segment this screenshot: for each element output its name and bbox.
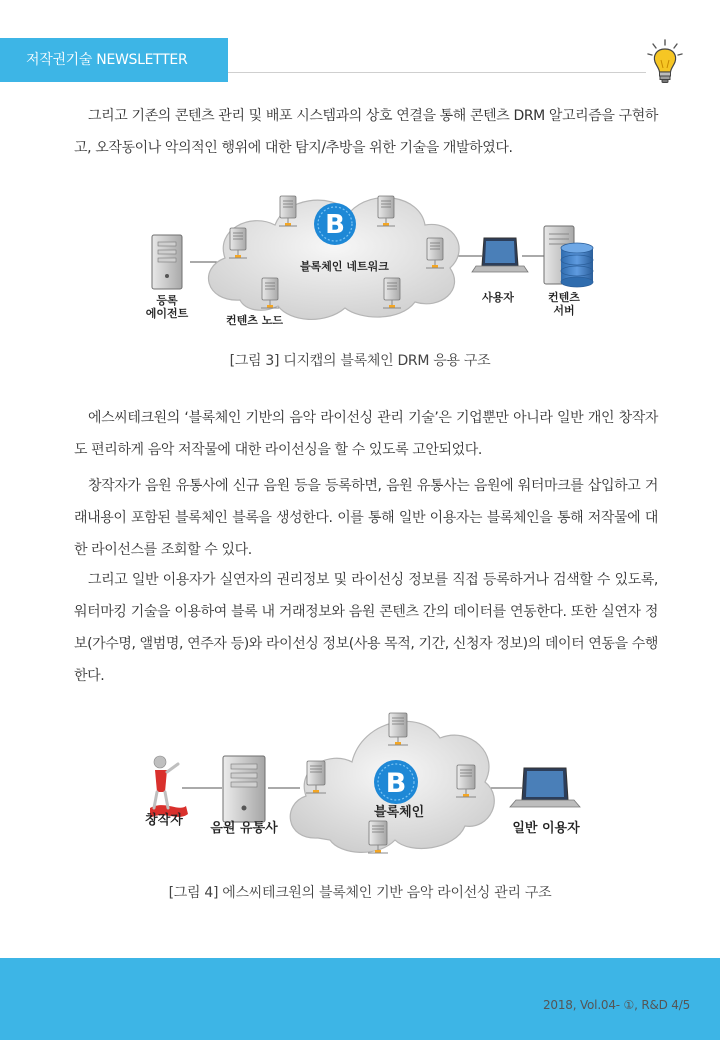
footer-bar	[0, 958, 720, 1040]
paragraph-4: 그리고 일반 이용자가 실연자의 권리정보 및 라이선싱 정보를 직접 등록하거나 검색할 수 있도록, 워터마킹 기술을 이용하여 블록 내 거래정보와 음원 콘텐츠 간의 데이터를 연동한다. 또한 실연자 정보(가수명, 앨범명, 연주자 등)와 라이선싱 정보(사용 목적, 기간, 신청자 정보)의 데이터 연동을 수행한다.	[74, 572, 658, 684]
header-divider	[228, 72, 646, 73]
footer-issue-info: 2018, Vol.04- ①, R&D 4/5	[543, 998, 690, 1012]
newsletter-title: 저작권기술 NEWSLETTER	[0, 38, 228, 82]
creator-figure-icon	[150, 756, 188, 818]
laptop-icon	[472, 238, 528, 272]
figure-4-caption: [그림 4] 에스씨테크원의 블록체인 기반 음악 라이선싱 관리 구조	[168, 885, 552, 901]
content-node-label: 컨텐츠 노드	[226, 314, 283, 327]
figure-3-caption: [그림 3] 디지캡의 블록체인 DRM 응용 구조	[229, 353, 491, 369]
server-label-line2: 서버	[553, 304, 575, 317]
svg-text:B: B	[385, 768, 407, 799]
figure-3-diagram	[0, 180, 720, 340]
figure-4-diagram	[0, 700, 720, 870]
agent-tower-icon	[152, 235, 182, 289]
distributor-tower-icon	[223, 756, 265, 822]
distributor-label: 음원 유통사	[210, 821, 278, 836]
paragraph-3: 창작자가 음원 유통사에 신규 음원 등을 등록하면, 음원 유통사는 음원에 워터마크를 삽입하고 거래내용이 포함된 블록체인 블록을 생성한다. 이를 통해 일반 이용자는 블록체인을 통해 저작물에 대한 라이선스를 조회할 수 있다.	[74, 478, 658, 558]
user-label: 사용자	[482, 291, 514, 304]
agent-label-line1: 등록	[156, 294, 178, 307]
blockchain-logo-icon	[374, 760, 418, 804]
paragraph-1: 그리고 기존의 콘텐츠 관리 및 배포 시스템과의 상호 연결을 통해 콘텐츠 DRM 알고리즘을 구현하고, 오작동이나 악의적인 행위에 대한 탐지/추방을 위한 기술을 개발하였다.	[74, 108, 658, 156]
lightbulb-icon	[643, 38, 687, 88]
blockchain-label: 블록체인	[374, 805, 425, 820]
server-label-line1: 컨텐츠	[548, 291, 580, 304]
database-icon	[561, 243, 593, 287]
creator-label: 창작자	[145, 813, 183, 828]
general-user-label: 일반 이용자	[512, 821, 580, 836]
paragraph-2: 에스씨테크원의 ‘블록체인 기반의 음악 라이선싱 관리 기술’은 기업뿐만 아니라 일반 개인 창작자도 편리하게 음악 저작물에 대한 라이선싱을 할 수 있도록 고안되었다.	[74, 410, 658, 458]
svg-text:B: B	[325, 210, 345, 240]
blockchain-logo-icon	[314, 203, 356, 245]
agent-label-line2: 에이전트	[145, 307, 189, 320]
network-label: 블록체인 네트워크	[300, 260, 389, 273]
